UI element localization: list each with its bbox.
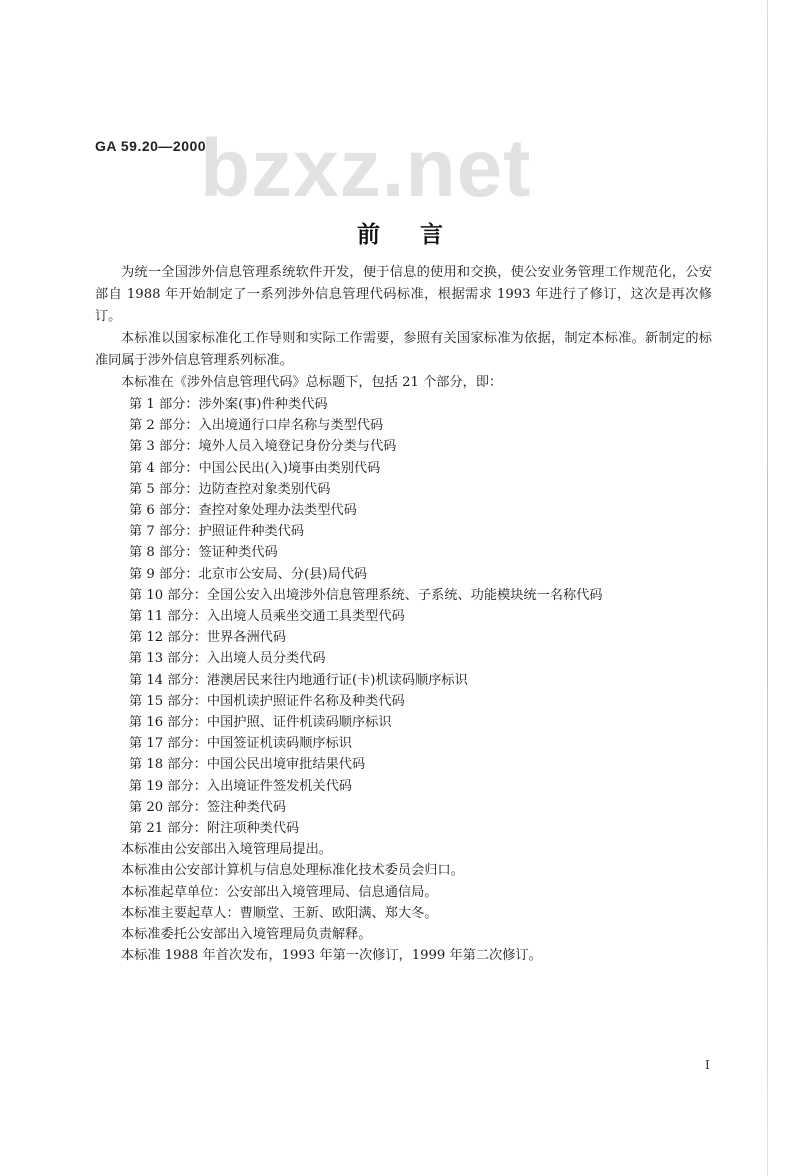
part-item: 第 14 部分：港澳居民来往内地通行证(卡)机读码顺序标识 — [129, 672, 468, 688]
part-item: 第 16 部分：中国护照、证件机读码顺序标识 — [129, 715, 392, 731]
part-item: 第 2 部分：入出境通行口岸名称与类型代码 — [129, 418, 384, 434]
part-item: 第 17 部分：中国签证机读码顺序标识 — [129, 736, 352, 752]
part-item: 第 10 部分：全国公安入出境涉外信息管理系统、子系统、功能模块统一名称代码 — [129, 587, 603, 603]
closing-paragraph-4: 本标准主要起草人：曹顺堂、王新、欧阳满、郑大冬。 — [121, 905, 438, 921]
part-item: 第 21 部分：附注项种类代码 — [129, 821, 300, 837]
scan-edge-divider — [767, 0, 768, 1176]
part-item: 第 7 部分：护照证件种类代码 — [129, 524, 305, 540]
closing-paragraph-5: 本标准委托公安部出入境管理局负责解释。 — [121, 927, 372, 943]
parts-list — [95, 394, 712, 839]
standard-number: GA 59.20—2000 — [95, 138, 207, 154]
part-item: 第 12 部分：世界各洲代码 — [129, 630, 287, 646]
site-watermark: bzxz.net — [200, 123, 532, 214]
part-item: 第 6 部分：查控对象处理办法类型代码 — [129, 503, 357, 519]
intro-paragraph-3: 本标准在《涉外信息管理代码》总标题下，包括 21 个部分，即： — [121, 375, 503, 390]
page-number: I — [705, 1058, 710, 1072]
part-item: 第 13 部分：入出境人员分类代码 — [129, 651, 326, 667]
closing-paragraph-2: 本标准由公安部计算机与信息处理标准化技术委员会归口。 — [121, 863, 464, 879]
part-item: 第 20 部分：签注种类代码 — [129, 799, 287, 815]
part-item: 第 8 部分：签证种类代码 — [129, 545, 278, 561]
part-item: 第 19 部分：入出境证件签发机关代码 — [129, 778, 352, 794]
part-item: 第 5 部分：边防查控对象类别代码 — [129, 481, 331, 497]
page-title: 前言 — [357, 222, 483, 248]
part-item: 第 4 部分：中国公民出(入)境事由类别代码 — [129, 460, 381, 476]
part-item: 第 11 部分：入出境人员乘坐交通工具类型代码 — [129, 609, 405, 625]
part-item: 第 3 部分：境外人员入境登记身份分类与代码 — [129, 439, 397, 455]
intro-paragraph-2: 本标准以国家标准化工作导则和实际工作需要，参照有关国家标准为依据，制定本标准。新制定的标准同属于涉外信息管理系列标准。 — [95, 331, 712, 368]
part-item: 第 9 部分：北京市公安局、分(县)局代码 — [129, 566, 368, 582]
document-body — [95, 262, 712, 966]
closing-paragraph-1: 本标准由公安部出入境管理局提出。 — [121, 842, 332, 858]
closing-paragraph-3: 本标准起草单位：公安部出入境管理局、信息通信局。 — [121, 884, 438, 900]
closing-section — [95, 839, 712, 966]
intro-paragraph-1: 为统一全国涉外信息管理系统软件开发，便于信息的使用和交换，使公安业务管理工作规范化，公安部自 1988 年开始制定了一系列涉外信息管理代码标准，根据需求 1993 年进行了修订，这次是再次修订。 — [95, 265, 712, 324]
part-item: 第 15 部分：中国机读护照证件名称及种类代码 — [129, 693, 405, 709]
closing-paragraph-6: 本标准 1988 年首次发布，1993 年第一次修订，1999 年第二次修订。 — [121, 948, 542, 964]
part-item: 第 18 部分：中国公民出境审批结果代码 — [129, 757, 366, 773]
part-item: 第 1 部分：涉外案(事)件种类代码 — [129, 397, 328, 412]
